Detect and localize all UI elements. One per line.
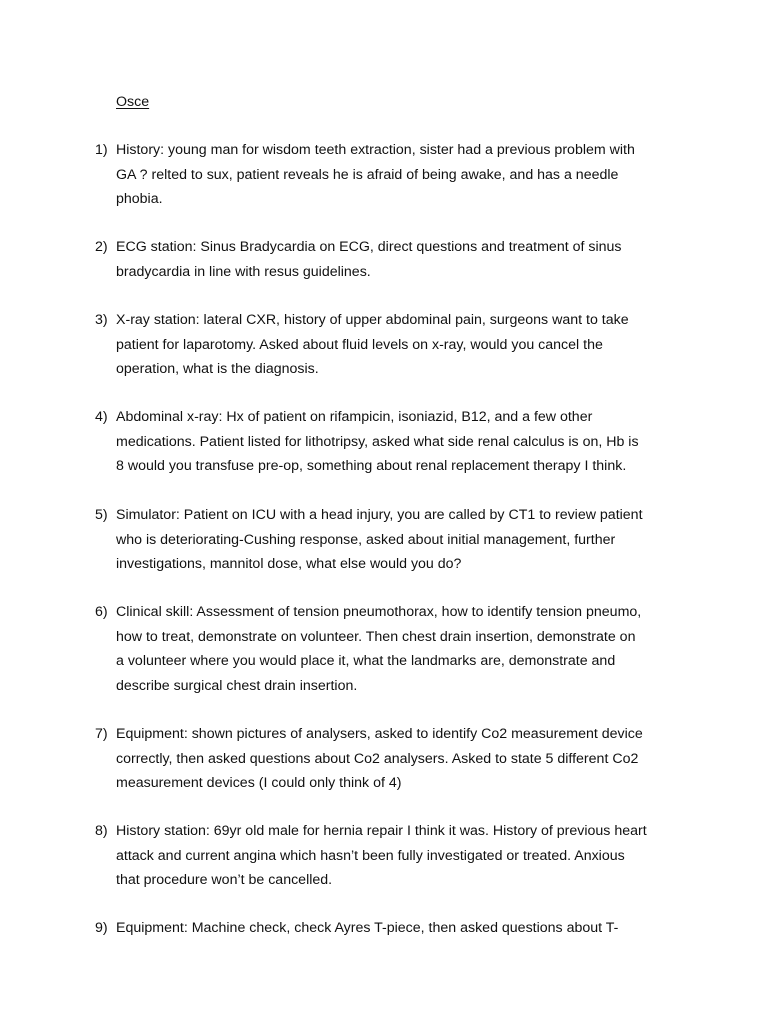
list-item-text-line: operation, what is the diagnosis. [116,361,319,377]
list-item-text-line: patient for laparotomy. Asked about fluid levels on x-ray, would you cancel the [116,336,603,353]
list-item-text-line: Simulator: Patient on ICU with a head injury, you are called by CT1 to review patient [116,507,643,523]
list-item-text-line: investigations, mannitol dose, what else would you do? [116,556,462,572]
list-item-number: 6) [95,604,108,620]
list-item-text-line: Abdominal x-ray: Hx of patient on rifampicin, isoniazid, B12, and a few other [116,409,593,425]
list-item-number: 2) [95,239,108,255]
list-item-text-line: describe surgical chest drain insertion. [116,677,358,694]
list-item-text-line: a volunteer where you would place it, what the landmarks are, demonstrate and [116,653,616,669]
list-item-text-line: bradycardia in line with resus guidelines. [116,263,371,280]
list-item-text-line: History station: 69yr old male for hernia repair I think it was. History of previous heart [116,823,647,839]
list-item-number: 7) [95,726,108,742]
list-item-text-line: 8 would you transfuse pre-op, something about renal replacement therapy I think. [116,458,627,474]
list-item-text-line: that procedure won’t be cancelled. [116,872,333,888]
list-item-number: 4) [95,409,108,425]
list-item-text-line: History: young man for wisdom teeth extraction, sister had a previous problem with [116,142,635,158]
list-item-text-line: X-ray station: lateral CXR, history of upper abdominal pain, surgeons want to take [116,312,629,328]
list-item-text-line: Equipment: shown pictures of analysers, asked to identify Co2 measurement device [116,726,643,742]
list-item-text-line: measurement devices (I could only think of 4) [116,775,402,791]
list-item-text-line: Equipment: Machine check, check Ayres T-piece, then asked questions about T- [116,920,619,936]
list-item-number: 9) [95,920,108,936]
list-item-text-line: GA ? relted to sux, patient reveals he is afraid of being awake, and has a needle [116,166,619,183]
list-item-text-line: ECG station: Sinus Bradycardia on ECG, direct questions and treatment of sinus [116,239,622,255]
list-item-text-line: correctly, then asked questions about Co2 analysers. Asked to state 5 different Co2 [116,750,639,767]
list-item-text-line: Clinical skill: Assessment of tension pneumothorax, how to identify tension pneumo, [116,604,642,620]
list-item-number: 1) [95,142,108,158]
list-item-number: 3) [95,312,108,328]
list-item-number: 8) [95,823,108,839]
list-item-text-line: how to treat, demonstrate on volunteer. Then chest drain insertion, demonstrate on [116,628,636,645]
document-title: Osce [116,94,150,110]
list-item-text-line: medications. Patient listed for lithotripsy, asked what side renal calculus is on, Hb is [116,433,639,450]
list-item-text-line: attack and current angina which hasn’t been fully investigated or treated. Anxious [116,847,625,864]
list-item-number: 5) [95,507,108,523]
list-item-text-line: who is deteriorating-Cushing response, asked about initial management, further [116,531,616,548]
list-item-text-line: phobia. [116,191,163,207]
